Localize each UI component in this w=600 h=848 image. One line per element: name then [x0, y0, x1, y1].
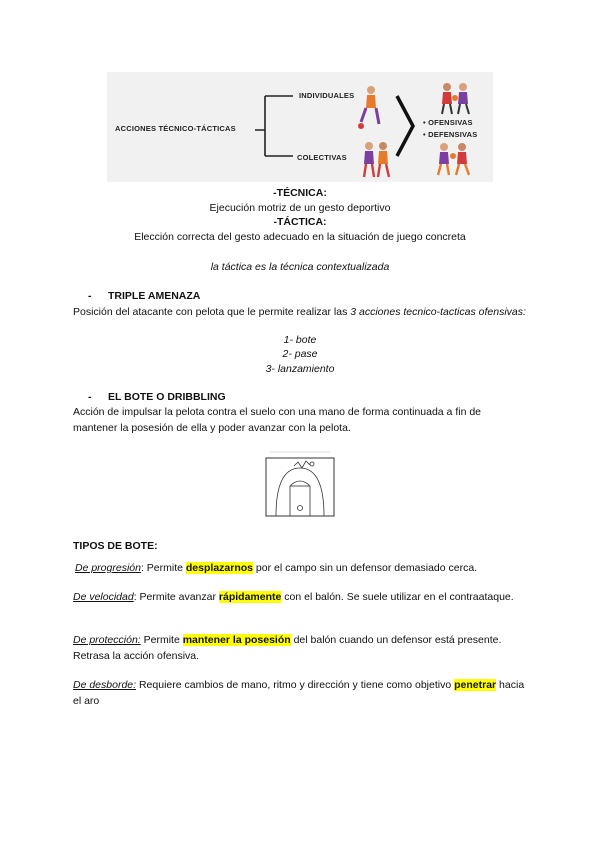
bote-bullet: - [88, 391, 92, 403]
banner-left-label: ACCIONES TÉCNICO-TÁCTICAS [115, 124, 236, 133]
branch-bracket [255, 96, 293, 156]
triple-heading: TRIPLE AMENAZA [108, 290, 201, 302]
tipos-heading: TIPOS DE BOTE: [73, 540, 158, 552]
chevron-bracket [397, 96, 413, 156]
branch-label-individuales: INDIVIDUALES [299, 91, 355, 100]
tecnica-text: Ejecución motriz de un gesto deportivo [209, 202, 391, 214]
tactica-title: -TÁCTICA: [273, 216, 327, 228]
tipo-proteccion: De protección: Permite mantener la posesión del balón cuando un defensor está presente. Retrasa la acción ofensiva. [73, 634, 502, 662]
tactica-quote: la táctica es la técnica contextualizada [210, 261, 390, 273]
technical-tactical-banner [107, 72, 493, 182]
branch-label-colectivas: COLECTIVAS [297, 153, 347, 162]
tipo-desborde: De desborde: Requiere cambios de mano, ritmo y dirección y tiene como objetivo penetrar hacia el aro [73, 679, 525, 707]
bote-heading: EL BOTE O DRIBBLING [108, 391, 226, 403]
triple-bullet: - [88, 290, 92, 302]
triple-action-1: 1- bote [283, 334, 317, 346]
players-group-icon [359, 140, 395, 180]
bote-description: Acción de impulsar la pelota contra el suelo con una mano de forma continuada a fin de mantener la posesión de ella y poder avanzar con la pelota. [73, 406, 482, 434]
triple-action-3: 3- lanzamiento [265, 363, 335, 375]
player-dribbling-icon [353, 84, 383, 130]
tactica-text: Elección correcta del gesto adecuado en la situación de juego concreta [134, 231, 466, 243]
tipo-velocidad: De velocidad: Permite avanzar rápidamente con el balón. Se suele utilizar en el contraataque. [73, 591, 514, 603]
defensive-players-icon [433, 142, 475, 178]
basketball-court-diagram [264, 448, 336, 518]
tipo-progresion: De progresión: Permite desplazarnos por el campo sin un defensor demasiado cerca. [75, 562, 478, 574]
triple-description: Posición del atacante con pelota que le permite realizar las 3 acciones tecnico-tacticas ofensivas: [73, 306, 526, 318]
list-item-defensivas: • DEFENSIVAS [423, 130, 478, 139]
tecnica-title: -TÉCNICA: [273, 187, 327, 199]
list-item-ofensivas: • OFENSIVAS [423, 118, 473, 127]
offensive-players-icon [437, 82, 475, 116]
triple-action-2: 2- pase [282, 348, 318, 360]
